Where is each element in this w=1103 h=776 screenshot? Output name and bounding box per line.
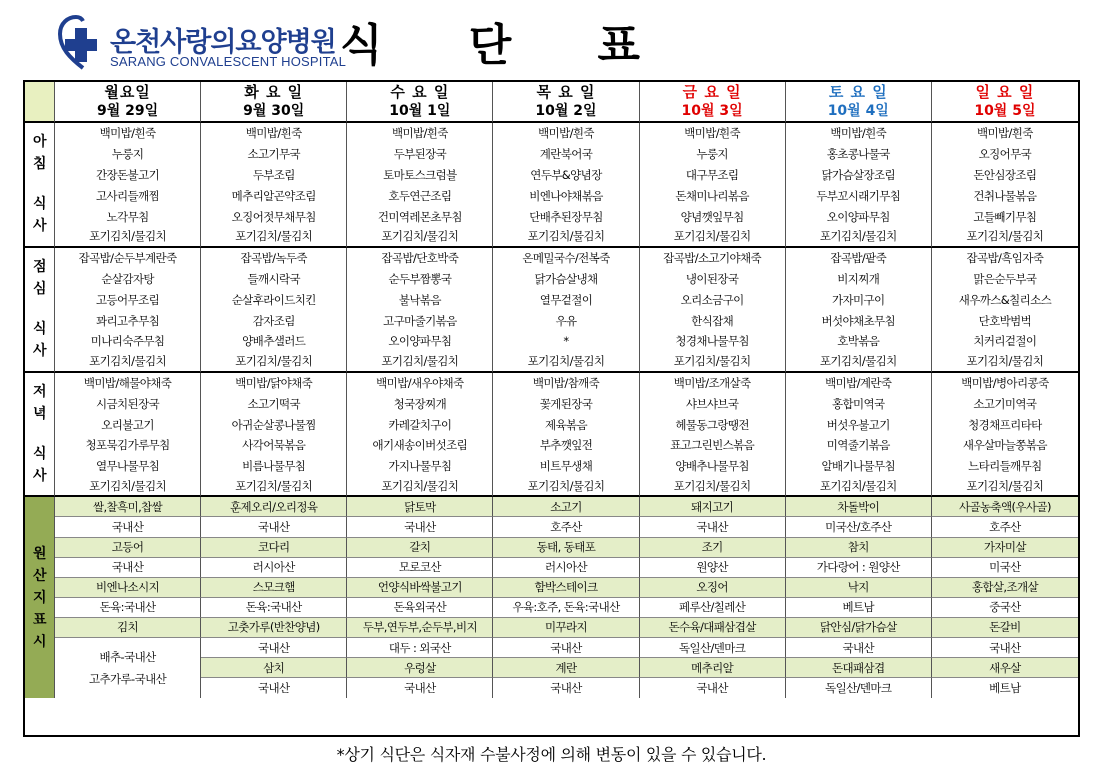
menu-item: 감자조림 bbox=[201, 310, 347, 331]
menu-item: 비지찌개 bbox=[786, 269, 932, 290]
menu-item: 소고기무국 bbox=[201, 144, 347, 165]
origin-country: 원양산 bbox=[640, 558, 786, 578]
menu-item: * bbox=[493, 331, 639, 352]
menu-item: 버섯우불고기 bbox=[786, 414, 932, 435]
origin-item: 오징어 bbox=[640, 578, 786, 598]
origin-item: 소고기 bbox=[493, 497, 639, 517]
menu-item: 홍합미역국 bbox=[786, 393, 932, 414]
origin-country: 국내산 bbox=[347, 678, 493, 698]
menu-item: 백미밥/흰죽 bbox=[786, 123, 932, 144]
menu-item: 오이양파무침 bbox=[786, 206, 932, 227]
day-date: 10월 3일 bbox=[681, 102, 743, 119]
menu-item: 백미밥/흰죽 bbox=[493, 123, 639, 144]
menu-item: 열무나물무침 bbox=[55, 456, 201, 477]
menu-item: 포기김치/물김치 bbox=[640, 227, 786, 248]
meal-label-char: 아 bbox=[33, 134, 46, 151]
menu-item: 포기김치/물김치 bbox=[493, 227, 639, 248]
menu-item: 포기김치/물김치 bbox=[786, 227, 932, 248]
origin-country: 국내산 bbox=[55, 558, 201, 578]
origin-merged-kimchi bbox=[55, 638, 201, 698]
origin-item: 사골농축액(우사골) bbox=[932, 497, 1078, 517]
menu-item: 헤물동그랑땡전 bbox=[640, 414, 786, 435]
menu-item: 순두부짬뽕국 bbox=[347, 269, 493, 290]
origin-item: 비엔나소시지 bbox=[55, 578, 201, 598]
menu-item: 포기김치/물김치 bbox=[640, 477, 786, 498]
menu-item: 샤브샤브국 bbox=[640, 393, 786, 414]
menu-item: 잡곡밥/흑임자죽 bbox=[966, 251, 1044, 266]
day-name: 토 요 일 bbox=[828, 82, 888, 101]
menu-item: 건취나물볶음 bbox=[973, 188, 1037, 203]
menu-item: 비트무생채 bbox=[493, 456, 639, 477]
menu-item: 부추깻잎전 bbox=[493, 435, 639, 456]
menu-item: 포기김치/물김치 bbox=[786, 352, 932, 373]
meal-label-char: 사 bbox=[33, 343, 46, 360]
menu-item: 포기김치/물김치 bbox=[493, 477, 639, 498]
menu-item: 토마토스크럼블 bbox=[347, 165, 493, 186]
origin-item: 삼치 bbox=[201, 658, 347, 678]
menu-item: 청경채나물무침 bbox=[640, 331, 786, 352]
menu-item: 비엔나야채볶음 bbox=[493, 185, 639, 206]
menu-item: 고사리들깨찜 bbox=[55, 185, 201, 206]
origin-item: 새우살 bbox=[932, 658, 1078, 678]
hospital-name-en: SARANG CONVALESCENT HOSPITAL bbox=[110, 54, 347, 69]
cross-heart-icon bbox=[58, 14, 108, 72]
menu-item: 백미밥/조개살죽 bbox=[640, 373, 786, 394]
menu-item: 두부꼬시래기무침 bbox=[786, 185, 932, 206]
footer-note: *상기 식단은 식자재 수불사정에 의해 변동이 있을 수 있습니다. bbox=[336, 745, 767, 764]
origin-item: 계란 bbox=[493, 658, 639, 678]
day-name: 일 요 일 bbox=[975, 82, 1035, 101]
origin-country: 국내산 bbox=[201, 678, 347, 698]
origin-country: 베트남 bbox=[786, 598, 932, 618]
menu-item: 소고기미역국 bbox=[973, 396, 1037, 411]
menu-item: 잡곡밥/소고기야채죽 bbox=[640, 248, 786, 269]
menu-item: 한식잡채 bbox=[640, 310, 786, 331]
origin-item: 돈대패삼겹 bbox=[786, 658, 932, 678]
origin-item: 스모크햄 bbox=[201, 578, 347, 598]
menu-item: 계란북어국 bbox=[493, 144, 639, 165]
origin-country: 미국산/호주산 bbox=[786, 517, 932, 537]
menu-item: 잡곡밥/단호박죽 bbox=[347, 248, 493, 269]
day-date: 10월 5일 bbox=[974, 102, 1036, 119]
menu-item: 고구마줄기볶음 bbox=[347, 310, 493, 331]
day-header bbox=[640, 82, 786, 123]
menu-item: 청국장찌개 bbox=[347, 393, 493, 414]
day-date: 9월 30일 bbox=[243, 102, 305, 119]
day-name: 금 요 일 bbox=[682, 82, 742, 101]
menu-item: 간장돈불고기 bbox=[55, 165, 201, 186]
meal-label-char: 사 bbox=[33, 467, 46, 484]
origin-country: 모로코산 bbox=[347, 558, 493, 578]
menu-item: 꽈리고추무침 bbox=[55, 310, 201, 331]
menu-item: 버섯야채초무침 bbox=[786, 310, 932, 331]
origin-item: 메추리알 bbox=[640, 658, 786, 678]
menu-item: 포기김치/물김치 bbox=[55, 227, 201, 248]
origin-item: 언양식바싹불고기 bbox=[347, 578, 493, 598]
menu-item: 단배추된장무침 bbox=[493, 206, 639, 227]
menu-item: 백미밥/흰죽 bbox=[977, 126, 1033, 141]
origin-item: 차돌박이 bbox=[786, 497, 932, 517]
day-date: 9월 29일 bbox=[96, 102, 159, 119]
meal-label-char: 식 bbox=[33, 321, 46, 338]
menu-item: 알배기나물무침 bbox=[786, 456, 932, 477]
menu-item: 오징어무국 bbox=[978, 147, 1032, 162]
origin-country: 배추-국내산 bbox=[99, 650, 156, 665]
origin-country: 독일산/덴마크 bbox=[640, 638, 786, 658]
menu-item: 포기김치/물김치 bbox=[932, 352, 1078, 373]
origin-country: 돈육:국내산 bbox=[201, 598, 347, 618]
menu-item: 백미밥/계란죽 bbox=[786, 373, 932, 394]
origin-country: 국내산 bbox=[640, 517, 786, 537]
origin-item: 미꾸라지 bbox=[493, 618, 639, 638]
menu-item: 순살후라이드치킨 bbox=[201, 289, 347, 310]
origin-item: 낙지 bbox=[786, 578, 932, 598]
table-corner bbox=[25, 82, 55, 123]
menu-item: 소고기떡국 bbox=[201, 393, 347, 414]
menu-item: 미나리숙주무침 bbox=[55, 331, 201, 352]
origin-country: 국내산 bbox=[201, 638, 347, 658]
origin-country: 베트남 bbox=[989, 681, 1021, 696]
meal-label-char: 사 bbox=[33, 218, 46, 235]
meal-label-char: 저 bbox=[33, 383, 46, 400]
origin-item: 돈갈비 bbox=[932, 618, 1078, 638]
meal-label bbox=[25, 123, 55, 248]
menu-item: 돈채미나리볶음 bbox=[640, 185, 786, 206]
title-char: 표 bbox=[597, 20, 640, 71]
origin-item: 고춧가루(반찬양념) bbox=[201, 618, 347, 638]
menu-item: 잡곡밥/녹두죽 bbox=[201, 248, 347, 269]
origin-item: 조기 bbox=[640, 538, 786, 558]
page-title bbox=[340, 14, 640, 71]
menu-item: 백미밥/흰죽 bbox=[55, 123, 201, 144]
meal-label-char: 식 bbox=[33, 445, 46, 462]
meal-label bbox=[25, 373, 55, 498]
origin-country: 국내산 bbox=[201, 517, 347, 537]
day-header bbox=[347, 82, 493, 123]
menu-item: 포기김치/물김치 bbox=[932, 477, 1078, 498]
origin-country: 국내산 bbox=[493, 678, 639, 698]
menu-item: 청경채프리타타 bbox=[968, 417, 1042, 432]
menu-item: 시금치된장국 bbox=[55, 393, 201, 414]
origin-item: 우렁살 bbox=[347, 658, 493, 678]
menu-item: 비름나물무침 bbox=[201, 456, 347, 477]
menu-item: 백미밥/병아리콩죽 bbox=[961, 375, 1049, 390]
origin-country: 호주산 bbox=[932, 517, 1078, 537]
menu-item: 포기김치/물김치 bbox=[786, 477, 932, 498]
origin-country: 돈육외국산 bbox=[347, 598, 493, 618]
menu-item: 백미밥/흰죽 bbox=[640, 123, 786, 144]
origin-item: 동태, 동태포 bbox=[493, 538, 639, 558]
menu-item: 백미밥/닭야채죽 bbox=[201, 373, 347, 394]
meal-label-char: 녁 bbox=[33, 405, 46, 422]
origin-country: 대두 : 외국산 bbox=[347, 638, 493, 658]
day-name: 목 요 일 bbox=[536, 82, 596, 101]
origin-country: 러시아산 bbox=[493, 558, 639, 578]
origin-item: 돼지고기 bbox=[640, 497, 786, 517]
menu-item: 가지나물무침 bbox=[347, 456, 493, 477]
menu-item: 포기김치/물김치 bbox=[347, 227, 493, 248]
menu-item: 잡곡밥/순두부계란죽 bbox=[55, 248, 201, 269]
menu-item: 고등어무조림 bbox=[55, 289, 201, 310]
hospital-name-kr: 온천사랑의요양병원 bbox=[110, 27, 336, 58]
menu-item: 건미역레몬초무침 bbox=[347, 206, 493, 227]
origin-country: 돈육:국내산 bbox=[55, 598, 201, 618]
origin-country: 국내산 bbox=[55, 517, 201, 537]
origin-country: 국내산 bbox=[932, 638, 1078, 658]
menu-table bbox=[23, 80, 1080, 737]
day-header bbox=[932, 82, 1078, 123]
day-header bbox=[201, 82, 347, 123]
day-date: 10월 4일 bbox=[827, 102, 889, 119]
day-name: 월요일 bbox=[104, 82, 151, 101]
menu-item: 맑은순두부국 bbox=[973, 271, 1037, 286]
origin-item: 쌀,찰흑미,찹쌀 bbox=[55, 497, 201, 517]
origin-item: 닭토막 bbox=[347, 497, 493, 517]
menu-item: 누룽지 bbox=[55, 144, 201, 165]
menu-item: 아귀순살콩나물찜 bbox=[201, 414, 347, 435]
menu-item: 포기김치/물김치 bbox=[55, 352, 201, 373]
menu-item: 백미밥/흰죽 bbox=[201, 123, 347, 144]
menu-item: 백미밥/해물야채죽 bbox=[55, 373, 201, 394]
origin-country: 국내산 bbox=[786, 638, 932, 658]
menu-item: 호박볶음 bbox=[786, 331, 932, 352]
origin-item: 고등어 bbox=[55, 538, 201, 558]
day-header bbox=[55, 82, 201, 123]
menu-item: 닭가슴살냉채 bbox=[493, 269, 639, 290]
day-date: 10월 1일 bbox=[389, 102, 451, 119]
menu-item: 두부된장국 bbox=[347, 144, 493, 165]
origin-item: 코다리 bbox=[201, 538, 347, 558]
day-name: 화 요 일 bbox=[244, 82, 304, 101]
origin-country: 고추가루-국내산 bbox=[89, 672, 167, 687]
menu-item: 포기김치/물김치 bbox=[640, 352, 786, 373]
menu-item: 들깨시락국 bbox=[201, 269, 347, 290]
menu-item: 돈안심장조림 bbox=[973, 167, 1037, 182]
origin-item: 훈제오리/오리정육 bbox=[201, 497, 347, 517]
menu-item: 가자미구이 bbox=[786, 289, 932, 310]
menu-item: 포기김치/물김치 bbox=[201, 352, 347, 373]
origin-item: 두부,연두부,순두부,비지 bbox=[347, 618, 493, 638]
menu-item: 백미밥/참깨죽 bbox=[493, 373, 639, 394]
menu-item: 오징어젓무채무침 bbox=[201, 206, 347, 227]
menu-item: 백미밥/흰죽 bbox=[347, 123, 493, 144]
origin-item: 닭안심/닭가슴살 bbox=[786, 618, 932, 638]
menu-item: 포기김치/물김치 bbox=[493, 352, 639, 373]
menu-item: 포기김치/물김치 bbox=[347, 477, 493, 498]
origin-item: 가자미살 bbox=[932, 538, 1078, 558]
origin-item: 함박스테이크 bbox=[493, 578, 639, 598]
menu-item: 양배추샐러드 bbox=[201, 331, 347, 352]
menu-item: 우유 bbox=[493, 310, 639, 331]
origin-item: 돈수육/대패삼겹살 bbox=[640, 618, 786, 638]
origin-country: 국내산 bbox=[640, 678, 786, 698]
origin-country: 독일산/덴마크 bbox=[786, 678, 932, 698]
menu-item: 포기김치/물김치 bbox=[201, 227, 347, 248]
origin-label-char: 표 bbox=[33, 611, 46, 628]
meal-label-char: 침 bbox=[33, 156, 46, 173]
menu-item: 제육볶음 bbox=[493, 414, 639, 435]
menu-item: 오리불고기 bbox=[55, 414, 201, 435]
origin-country: 국내산 bbox=[493, 638, 639, 658]
menu-item: 냉이된장국 bbox=[640, 269, 786, 290]
menu-item: 포기김치/물김치 bbox=[55, 477, 201, 498]
origin-label-char: 시 bbox=[33, 633, 46, 650]
menu-item: 고들빼기무침 bbox=[973, 209, 1037, 224]
day-date: 10월 2일 bbox=[535, 102, 597, 119]
origin-label-char: 지 bbox=[33, 589, 46, 606]
origin-country: 중국산 bbox=[932, 598, 1078, 618]
menu-item: 연두부&양념장 bbox=[493, 165, 639, 186]
title-char: 식 bbox=[340, 20, 383, 71]
meal-label bbox=[25, 248, 55, 373]
origin-label bbox=[25, 497, 55, 698]
origin-country: 페루산/칠레산 bbox=[640, 598, 786, 618]
origin-country: 호주산 bbox=[493, 517, 639, 537]
origin-country: 국내산 bbox=[347, 517, 493, 537]
menu-item: 호두연근조림 bbox=[347, 185, 493, 206]
menu-item: 닭가슴살장조림 bbox=[786, 165, 932, 186]
menu-item: 메추리알곤약조림 bbox=[201, 185, 347, 206]
menu-item: 두부조림 bbox=[201, 165, 347, 186]
menu-item: 사각어묵볶음 bbox=[201, 435, 347, 456]
origin-item: 김치 bbox=[55, 618, 201, 638]
origin-item: 홍합살,조개살 bbox=[932, 578, 1078, 598]
meal-label-char: 심 bbox=[33, 281, 46, 298]
menu-item: 느타리들깨무침 bbox=[968, 459, 1042, 474]
menu-item: 꽃게된장국 bbox=[493, 393, 639, 414]
origin-country: 가다랑어 : 원양산 bbox=[786, 558, 932, 578]
origin-label-char: 산 bbox=[33, 567, 46, 584]
title-char: 단 bbox=[468, 20, 512, 71]
menu-item: 포기김치/물김치 bbox=[201, 477, 347, 498]
menu-item: 카레갈치구이 bbox=[347, 414, 493, 435]
menu-item: 새우까스&칠리소스 bbox=[958, 292, 1052, 307]
menu-item: 열무겉절이 bbox=[493, 289, 639, 310]
menu-item: 양배추나물무침 bbox=[640, 456, 786, 477]
day-name: 수 요 일 bbox=[390, 82, 450, 101]
menu-item: 홍초콩나물국 bbox=[786, 144, 932, 165]
origin-country: 러시아산 bbox=[201, 558, 347, 578]
menu-item: 오이양파무침 bbox=[347, 331, 493, 352]
menu-item: 잡곡밥/팥죽 bbox=[786, 248, 932, 269]
menu-item: 누룽지 bbox=[640, 144, 786, 165]
menu-item: 표고그린빈스볶음 bbox=[640, 435, 786, 456]
menu-item: 치커리겉절이 bbox=[973, 334, 1037, 349]
menu-item: 포기김치/물김치 bbox=[932, 227, 1078, 248]
menu-item: 오리소금구이 bbox=[640, 289, 786, 310]
menu-item: 단호박범벅 bbox=[978, 313, 1032, 328]
meal-label-char: 식 bbox=[33, 196, 46, 213]
menu-item: 청포묵김가루무침 bbox=[55, 435, 201, 456]
meal-label-char: 점 bbox=[33, 259, 46, 276]
origin-label-char: 원 bbox=[33, 545, 46, 562]
day-header bbox=[786, 82, 932, 123]
day-header bbox=[493, 82, 639, 123]
menu-item: 포기김치/물김치 bbox=[347, 352, 493, 373]
menu-item: 애기새송이버섯조림 bbox=[347, 435, 493, 456]
origin-country: 우육:호주, 돈육:국내산 bbox=[493, 598, 639, 618]
menu-item: 새우살마늘쫑볶음 bbox=[962, 438, 1047, 453]
menu-item: 온메밀국수/전복죽 bbox=[493, 248, 639, 269]
origin-country: 미국산 bbox=[932, 558, 1078, 578]
menu-item: 불낙볶음 bbox=[347, 289, 493, 310]
menu-item: 노각무침 bbox=[55, 206, 201, 227]
origin-item: 갈치 bbox=[347, 538, 493, 558]
menu-item: 순살감자탕 bbox=[55, 269, 201, 290]
menu-item: 백미밥/새우야채죽 bbox=[347, 373, 493, 394]
origin-item: 참치 bbox=[786, 538, 932, 558]
menu-item: 미역줄기볶음 bbox=[786, 435, 932, 456]
hospital-logo bbox=[58, 14, 347, 74]
menu-item: 양념깻잎무침 bbox=[640, 206, 786, 227]
menu-item: 대구무조림 bbox=[640, 165, 786, 186]
